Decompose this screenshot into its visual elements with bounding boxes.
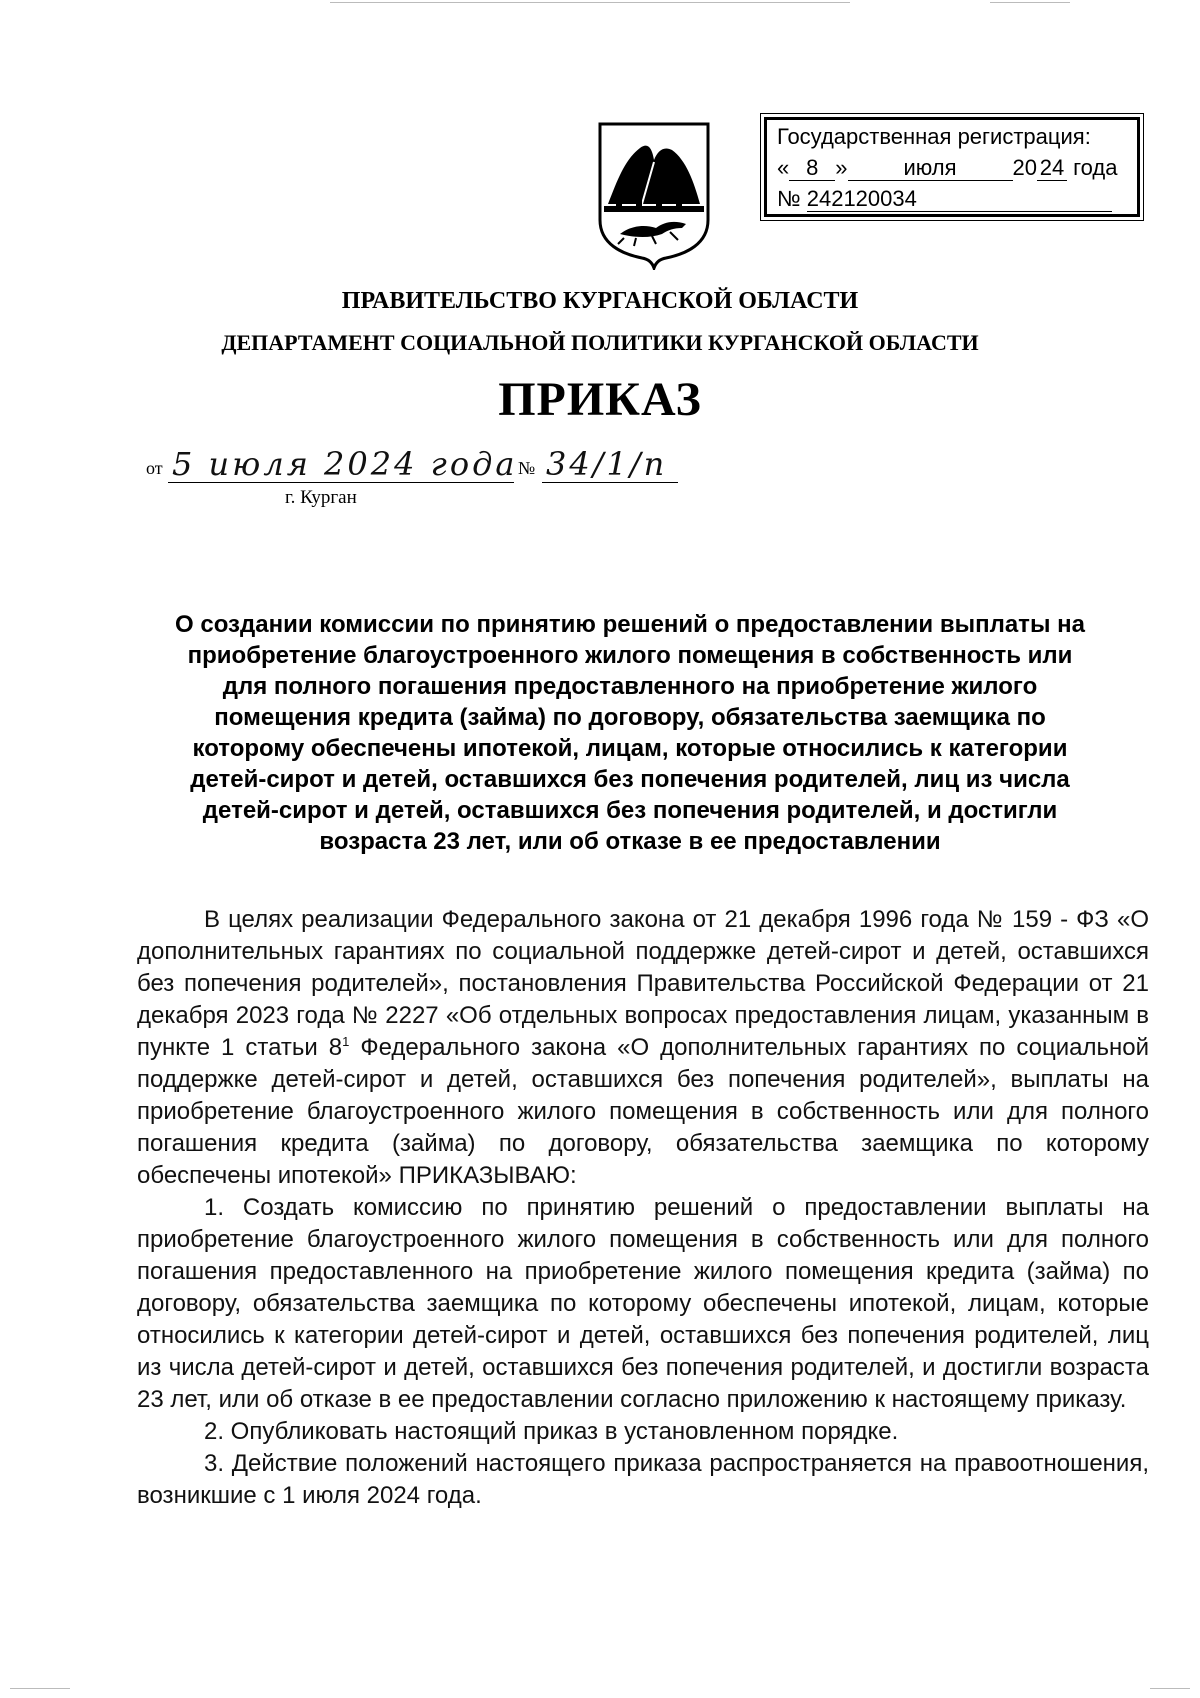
title-line: приобретение благоустроенного жилого помещения в собственность или — [187, 642, 1073, 669]
registration-date — [777, 153, 1137, 184]
registration-number — [777, 184, 1137, 215]
title-line: О создании комиссии по принятию решений о предоставлении выплаты на — [175, 611, 1085, 638]
scan-artifact-line — [1150, 1688, 1190, 1689]
document-type-heading: ПРИКАЗ — [498, 373, 702, 426]
kurgan-coat-of-arms-icon — [590, 120, 718, 270]
title-line: детей-сирот и детей, оставшихся без попечения родителей, лиц из числа — [190, 766, 1070, 793]
title-line: для полного погашения предоставленного на приобретение жилого — [222, 673, 1038, 700]
title-line: детей-сирот и детей, оставшихся без попечения родителей, и достигли — [202, 797, 1058, 824]
government-heading: ПРАВИТЕЛЬСТВО КУРГАНСКОЙ ОБЛАСТИ — [341, 288, 859, 314]
order-item-1: 1. Создать комиссию по принятию решений о предоставлении выплаты на приобретение благоустроенного жилого помещения в собственность или для полного погашения предоставленного на приобретение жилого помещения кредита (займа) по договору, обязательства заемщика по которому обеспечены ипотекой, лицам, которые относились к категории детей-сирот и детей, оставшихся без попечения родителей, лиц из числа детей-сирот и детей, оставшихся без попечения родителей, и достигли возраста 23 лет, или об отказе в ее предоставлении согласно приложению к настоящему приказу. — [137, 1194, 1149, 1413]
order-number-label: № — [518, 458, 536, 478]
registration-year-word: года — [1073, 155, 1118, 180]
order-from-label: от — [146, 458, 163, 478]
quote-open: « — [777, 155, 790, 180]
preamble-paragraph — [137, 904, 1149, 1192]
registration-stamp — [764, 117, 1140, 217]
order-date-handwritten: 5 июля 2024 года — [172, 445, 518, 483]
title-line: которому обеспечены ипотекой, лицам, которые относились к категории — [192, 735, 1068, 762]
scan-artifact-line — [990, 2, 1070, 3]
registration-number-label: № — [777, 186, 801, 211]
order-item-3: 3. Действие положений настоящего приказа распространяется на правоотношения, возникшие с 1 июля 2024 года. — [137, 1450, 1149, 1509]
registration-number-value: 242120034 — [807, 187, 1112, 212]
article-superscript: 1 — [342, 1034, 350, 1049]
registration-month: июля — [848, 156, 1013, 181]
order-date-line — [146, 445, 746, 485]
scan-artifact-line — [10, 1688, 70, 1689]
order-number-handwritten: 34/1/п — [546, 445, 668, 483]
order-item-2: 2. Опубликовать настоящий приказ в установленном порядке. — [204, 1418, 899, 1445]
registration-year-suffix: 24 — [1037, 156, 1067, 181]
quote-close: » — [835, 155, 848, 180]
scan-artifact-line — [330, 2, 850, 3]
title-line: помещения кредита (займа) по договору, обязательства заемщика по — [214, 704, 1046, 731]
registration-year-prefix: 20 — [1012, 155, 1037, 180]
document-title — [130, 609, 1130, 857]
preamble-text: В целях реализации Федерального закона от 21 декабря 1996 года № 159 - ФЗ «О дополнительных гарантиях по социальной поддержке детей-сирот и детей, оставшихся без попечения родителей», постановления Правительства Российской Федерации от 21 декабря 2023 года № 2227 «Об отдельных вопросах предоставления лицам, указанным в пункте 1 статьи 8 — [137, 906, 1149, 1061]
order-city: г. Курган — [285, 487, 357, 508]
document-body — [137, 904, 1149, 1512]
title-line: возраста 23 лет, или об отказе в ее предоставлении — [319, 828, 941, 855]
registration-day: 8 — [789, 156, 835, 181]
preamble-text-continued: Федерального закона «О дополнительных гарантиях по социальной поддержке детей-сирот и детей, оставшихся без попечения родителей», выплаты на приобретение благоустроенного жилого помещения в собственность или для полного погашения кредита (займа) по договору, обязательства заемщика по которому обеспечены ипотекой» ПРИКАЗЫВАЮ: — [137, 1034, 1149, 1189]
registration-title: Государственная регистрация: — [777, 124, 1091, 149]
department-heading: ДЕПАРТАМЕНТ СОЦИАЛЬНОЙ ПОЛИТИКИ КУРГАНСКОЙ ОБЛАСТИ — [221, 330, 979, 355]
